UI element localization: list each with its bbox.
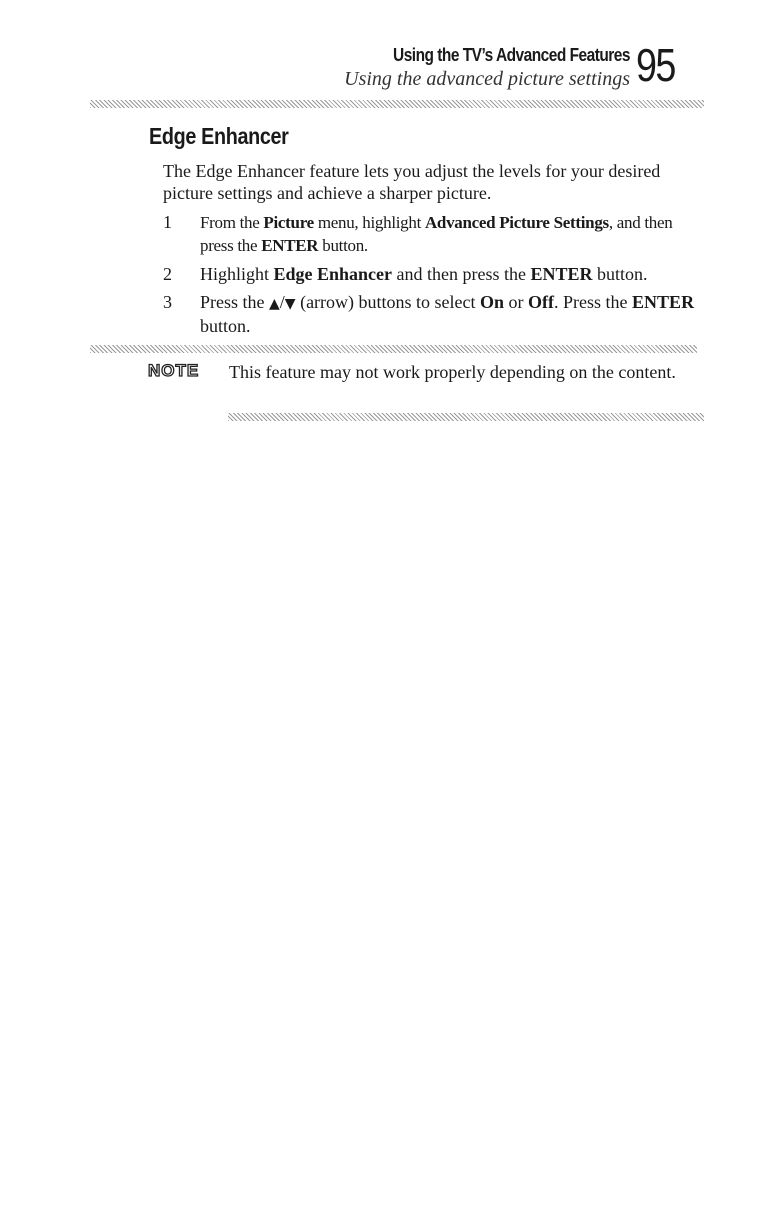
header-divider [90, 100, 704, 108]
section-heading: Edge Enhancer [149, 123, 289, 149]
key-enter: ENTER [261, 236, 319, 255]
note-label: NOTE [148, 361, 200, 380]
running-header [260, 44, 630, 91]
note-divider-bottom [228, 413, 704, 421]
note-text: This feature may not work properly depending on the content. [229, 362, 676, 382]
page-number: 95 [636, 39, 675, 91]
step-item [163, 263, 703, 285]
step-item [163, 211, 703, 257]
step-text: Press the ▲/▼ (arrow) buttons to select On or Off. Press the ENTER button. [200, 292, 695, 336]
note-divider-top [90, 345, 697, 353]
step-item [163, 291, 703, 337]
step-text: Highlight Edge Enhancer and then press the ENTER button. [200, 264, 648, 284]
steps-list [163, 211, 703, 343]
intro-paragraph: The Edge Enhancer feature lets you adjust the levels for your desired picture settings and achieve a sharper picture. [163, 161, 661, 203]
step-number: 2 [163, 264, 172, 284]
option-on: On [480, 292, 505, 312]
section-subtitle: Using the advanced picture settings [344, 68, 630, 90]
menu-name-picture: Picture [263, 213, 314, 232]
step-number: 3 [163, 292, 172, 312]
menu-item-advanced-picture-settings: Advanced Picture Settings [424, 213, 609, 232]
chapter-title: Using the TV’s Advanced Features [393, 45, 630, 65]
key-enter: ENTER [530, 264, 593, 284]
step-text: From the Picture menu, highlight Advanced Picture Settings, and then press the ENTER button. [200, 213, 673, 255]
arrow-down-icon: ▼ [284, 296, 296, 312]
menu-item-edge-enhancer: Edge Enhancer [273, 264, 393, 284]
step-number: 1 [163, 212, 172, 232]
option-off: Off [528, 292, 555, 312]
key-enter: ENTER [632, 292, 695, 312]
arrow-up-icon: ▲ [269, 296, 280, 312]
